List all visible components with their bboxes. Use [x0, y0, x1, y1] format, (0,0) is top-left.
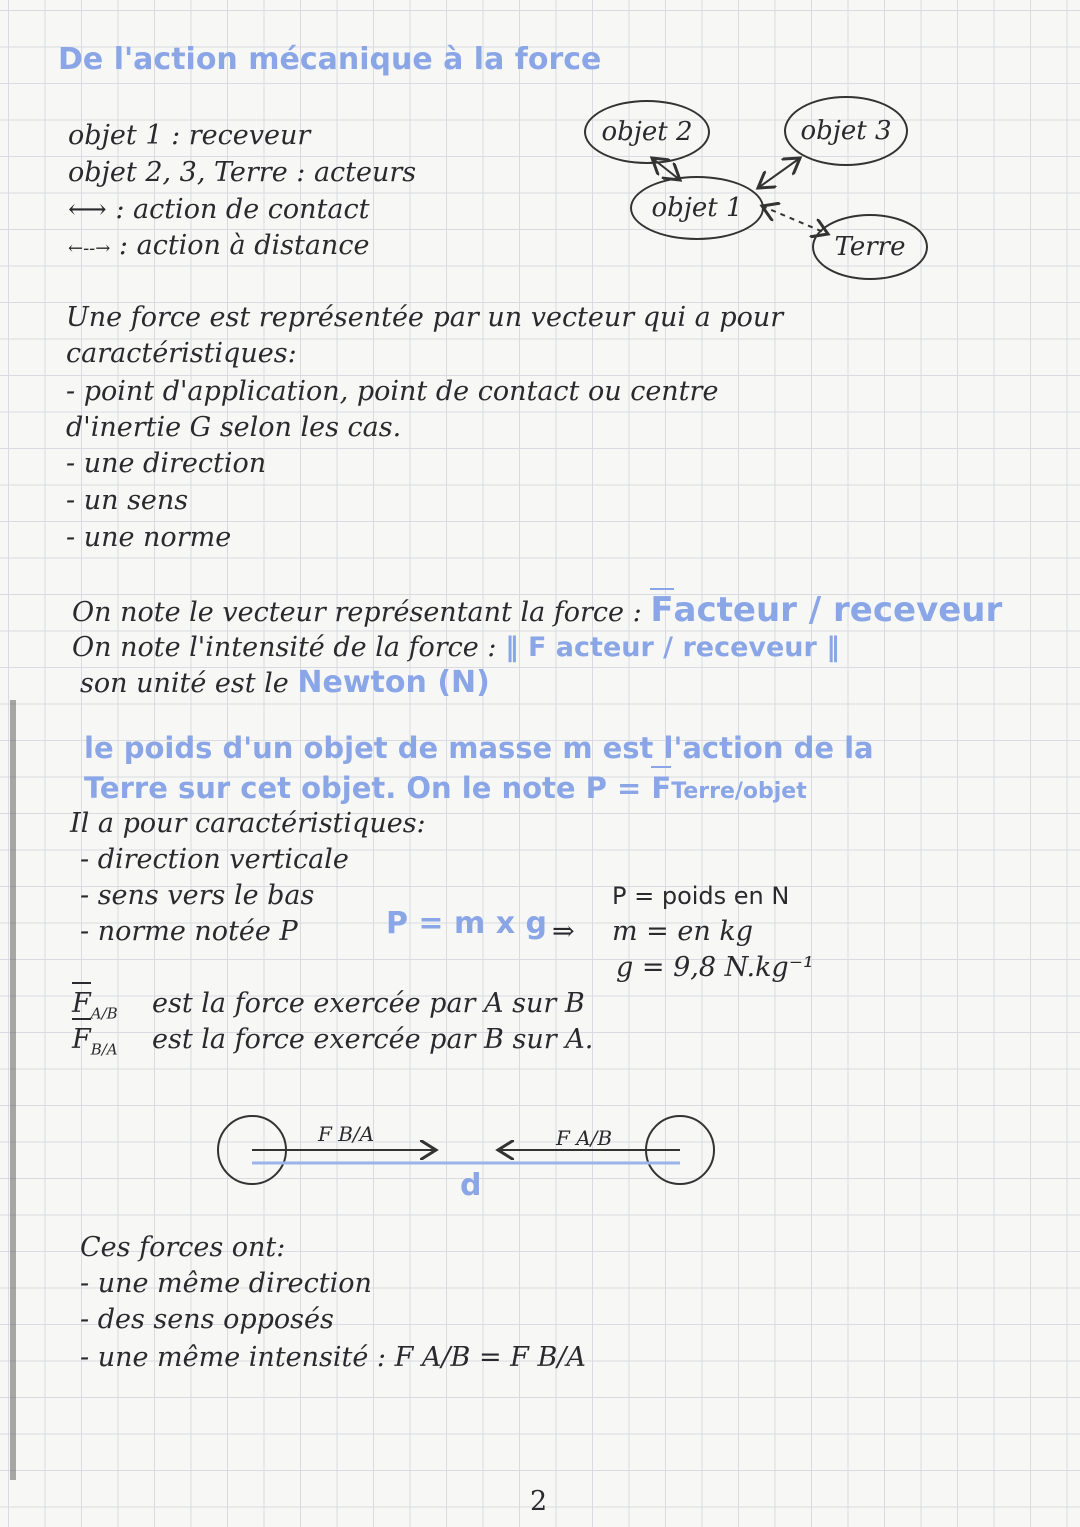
legend-distance-text: : action à distance	[118, 230, 370, 261]
concl-intensite: - une même intensité : F A/B = F B/A	[80, 1342, 586, 1373]
legend-actors: objet 2, 3, Terre : acteurs	[68, 157, 417, 188]
legend-receiver: objet 1 : receveur	[68, 120, 311, 151]
distance-arrow-terre-1	[762, 206, 828, 234]
intensity-value: ‖ F acteur / receveur ‖	[505, 632, 840, 663]
label-f-ab: F A/B	[556, 1126, 613, 1150]
contact-arrow-2-1	[652, 158, 680, 180]
unit-newton: Newton (N)	[297, 665, 490, 700]
label-distance-d: d	[460, 1168, 482, 1203]
vector-f-terre: F	[651, 771, 672, 805]
unit-g: g = 9,8 N.kg⁻¹	[616, 952, 814, 983]
def-line-1: Une force est représentée par un vecteur qui a pour	[66, 302, 784, 333]
label-f-ba: F B/A	[318, 1122, 375, 1146]
notation-unit-text: son unité est le	[80, 668, 289, 699]
distance-arrow-icon: ←--→	[68, 238, 111, 259]
def-line-2: caractéristiques:	[66, 338, 297, 369]
unit-masse: m = en kg	[612, 916, 753, 947]
def-bullet-direction: - une direction	[66, 448, 267, 479]
poids-def-1: le poids d'un objet de masse m est l'action de la	[84, 731, 874, 765]
notation-vector	[72, 592, 1002, 631]
carac-heading: Il a pour caractéristiques:	[70, 808, 426, 839]
def-bullet-application-cont: d'inertie G selon les cas.	[66, 412, 402, 443]
concl-sens: - des sens opposés	[80, 1304, 334, 1335]
def-bullet-norme: - une norme	[66, 522, 232, 553]
fba-text: est la force exercée par B sur A.	[152, 1024, 594, 1055]
unit-poids: P = poids en N	[612, 882, 790, 910]
legend-contact-text: : action de contact	[115, 194, 370, 225]
def-bullet-application: - point d'application, point de contact ou centre	[66, 376, 719, 407]
vector-subscript: acteur / receveur	[673, 590, 1003, 630]
vector-f-terre-subscript: Terre/objet	[671, 779, 807, 804]
concl-direction: - une même direction	[80, 1268, 372, 1299]
vector-f: F	[650, 590, 674, 630]
contact-arrow-3-1	[758, 158, 800, 188]
fba-line	[72, 1022, 593, 1067]
bubble-terre: Terre	[812, 214, 928, 280]
implies-arrow-icon: ⇒	[552, 916, 575, 947]
notation-unit	[80, 665, 490, 702]
bubble-objet-1: objet 1	[630, 176, 764, 240]
contact-arrow-icon: ⟷	[68, 194, 107, 225]
poids-def-2	[84, 770, 807, 810]
concl-heading: Ces forces ont:	[80, 1232, 286, 1263]
weight-formula: P = m x g	[386, 906, 547, 941]
carac-norme: - norme notée P	[80, 916, 298, 947]
page-number: 2	[530, 1486, 548, 1517]
bubble-objet-3: objet 3	[784, 96, 908, 166]
page-title: De l'action mécanique à la force	[58, 42, 602, 77]
carac-sens: - sens vers le bas	[80, 880, 315, 911]
vector-f-ba: F	[72, 1022, 91, 1058]
vector-f-ab: F	[72, 986, 91, 1022]
f-ab-subscript: A/B	[90, 1004, 118, 1023]
notation-intensity-text: On note l'intensité de la force :	[72, 632, 497, 663]
notation-intensity	[72, 630, 840, 666]
bubble-objet-2: objet 2	[584, 100, 710, 164]
def-bullet-sens: - un sens	[66, 485, 189, 516]
carac-direction: - direction verticale	[80, 844, 349, 875]
f-ba-subscript: B/A	[90, 1040, 118, 1059]
fab-text: est la force exercée par A sur B	[152, 988, 585, 1019]
notation-vector-text: On note le vecteur représentant la force :	[72, 597, 642, 628]
poids-def-2-text: Terre sur cet objet. On le note P =	[84, 771, 642, 805]
